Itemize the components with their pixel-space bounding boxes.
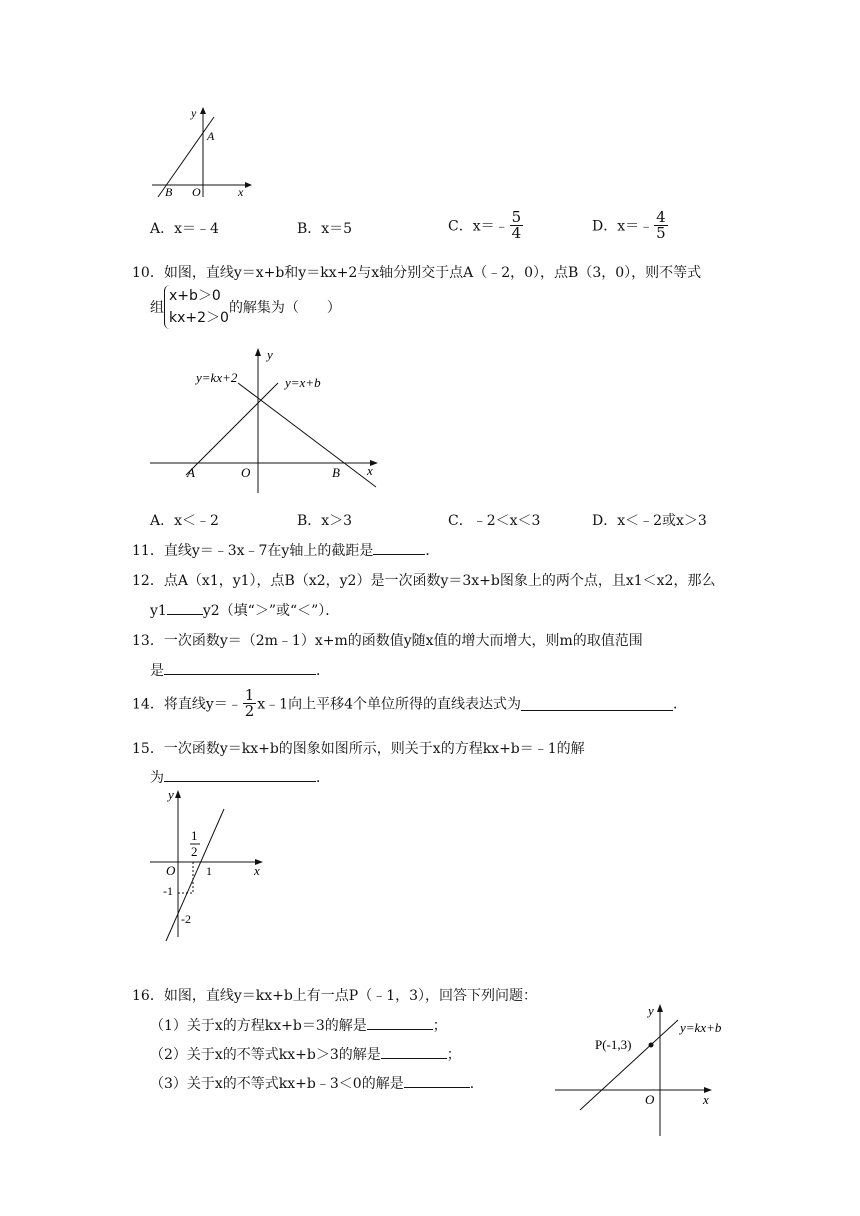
q10-option-a: A．x＜﹣2 [150,513,219,529]
q10-option-b: B．x＞3 [297,513,353,529]
q14: 14．将直线y＝﹣ $\frac{1}{2}$ x﹣1向上平移4个单位所得的直线表达式为 ． [132,686,687,720]
q12-line2: y1 y2（填“＞”或“＜”）． [150,600,339,620]
q10-point-b: B [332,465,340,480]
q10-point-a: A [187,465,195,480]
q15-tick-1: 1 [206,864,212,878]
q9-x-label: x [238,185,244,199]
q9-y-label: y [191,106,197,120]
q15-tick-m2: -2 [181,912,191,926]
q16-stem: 16．如图，直线y＝kx+b上有一点P（﹣1，3），回答下列问题： [132,988,538,1004]
q12-line1: 12．点A（x1，y1），点B（x2，y2）是一次函数y＝3x+b图象上的两个点，且x1＜x2，那么 [132,573,716,589]
q10-option-c: C．﹣2＜x＜3 [448,513,541,529]
q9-option-c: C．x＝﹣ $\frac{5}{4}$ [448,208,522,242]
q15-line1: 15．一次函数y＝kx+b的图象如图所示，则关于x的方程kx+b＝﹣1的解 [132,741,585,757]
q16-graph [550,1000,735,1140]
q16-part2: （2）关于x的不等式kx+b＞3的解是 ； [150,1044,461,1064]
q15-half-den: 2 [191,844,198,859]
q16-x-label: x [703,1092,709,1107]
q15-x-label: x [254,863,260,878]
q10-origin: O [241,465,251,480]
q15-tick-m1: -1 [163,884,173,898]
q15-half-num: 1 [191,828,198,843]
q16-part3: （3）关于x的不等式kx+b﹣3＜0的解是 ． [150,1073,484,1093]
q10-label-xb: y=x+b [285,375,321,390]
q9-point-a: A [207,129,215,143]
q9-origin: O [192,185,201,199]
q10-graph [148,345,388,500]
q9-point-b: B [165,185,173,199]
q9-option-d: D．x＝﹣ $\frac{4}{5}$ [592,208,666,242]
q16-y-label: y [648,1003,654,1018]
q10-stem: 10．如图，直线y＝x+b和y＝kx+2与x轴分别交于点A（﹣2，0），点B（3，0），则不等式 [132,265,702,281]
q13-line1: 13．一次函数y＝（2m﹣1）x+m的函数值y随x值的增大而增大，则m的取值范围 [132,633,643,649]
q16-point-p: P(-1,3) [595,1037,632,1052]
q16-part1: （1）关于x的方程kx+b＝3的解是 ； [150,1015,447,1035]
q10-y-label: y [267,347,273,362]
q15-line2: 为 ． [150,767,330,787]
q9-option-b: B．x＝5 [297,221,353,237]
q11: 11．直线y＝﹣3x﹣7在y轴上的截距是 ． [132,540,439,560]
q15-y-label: y [168,787,174,802]
q16-line-label: y=kx+b [680,1020,722,1035]
q10-system: 组 x+b＞0 kx+2＞0 的解集为（ ） [150,285,341,329]
q10-option-d: D．x＜﹣2或x＞3 [592,513,707,529]
q10-label-kx2: y=kx+2 [196,370,238,385]
q9-option-a: A．x＝﹣4 [150,221,219,237]
q13-line2: 是 ． [150,660,330,680]
q9-graph [148,105,258,200]
q16-origin: O [645,1092,655,1107]
q15-graph [148,785,273,945]
q15-origin: O [166,863,176,878]
q10-x-label: x [367,463,373,478]
